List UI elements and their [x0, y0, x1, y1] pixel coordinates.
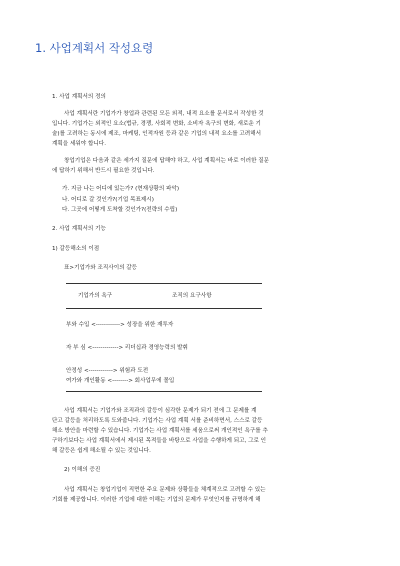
section-heading-definition: 1. 사업 계획서의 정의 [52, 94, 106, 100]
text-line: 사업 계획서는 창업기업이 직면한 주요 문제와 상황들을 체계적으로 고려할 수 있는 [64, 487, 266, 493]
list-item: 나. 어디로 갈 것인가?(기업 목표제시) [62, 197, 154, 203]
text-line: 입니다. 기업가는 외적인 요소(법규, 경쟁, 사회적 변화, 소비자 욕구의 변화, 새로운 기 [52, 121, 261, 127]
table-rule-top [66, 283, 262, 284]
text-line: 구하기보다는 사업 계획서에서 제시된 목적들을 바탕으로 사업을 수행하게 되고, 그로 인 [52, 438, 267, 444]
list-item: 가. 지금 나는 어디에 있는가? (현재상황의 파악) [62, 186, 180, 192]
table-header-left: 기업가의 욕구 [78, 293, 113, 299]
text-line: 해 갈등은 쉽게 해소될 수 있는 것입니다. [52, 448, 151, 454]
list-item: 다. 그곳에 어떻게 도착할 것인가?(전략의 수립) [62, 207, 178, 213]
table-caption: 표>기업가와 조직사이의 갈등 [64, 265, 138, 271]
text-line: 에 답하기 위해서 반드시 필요한 것입니다. [52, 168, 155, 174]
text-line: 기회를 제공합니다. 이러한 기업에 대한 이해는 기업의 문제가 무엇인지를 규명하게 해 [52, 497, 261, 503]
table-row: 안정성 <------------> 위험과 도전 [66, 368, 149, 374]
text-line: 해소 방안을 마련할 수 있습니다. 기업가는 사업 계획서를 세움으로써 개인적인 욕구를 추 [52, 428, 268, 434]
section-heading-functions: 2. 사업 계획서의 기능 [52, 226, 106, 232]
subsection-heading-conflict: 1) 갈등해소의 이점 [52, 246, 100, 252]
table-row: 자 부 심 <-------------> 리더십과 경영능력의 발휘 [66, 345, 188, 351]
table-row: 부와 수입 <------------> 성장을 위한 재투자 [66, 322, 174, 328]
text-line: 사업 계획서란 기업가가 창업과 관련된 모든 외적, 내적 요소를 문서로서 작성한 것 [64, 111, 264, 117]
table-rule-bottom [66, 391, 262, 392]
text-line: 단고 갈등을 처리하도록 도와줍니다. 기업가는 사업 계획 서를 준비하면서, 스스로 갈등 [52, 418, 263, 424]
table-rule-header [66, 308, 262, 309]
table-row: 여가와 개인활동 <--------> 회사업무에 몰입 [66, 378, 175, 384]
text-line: 계획을 세워야 합니다. [52, 141, 106, 147]
page-title: 1. 사업계획서 작성요령 [35, 41, 154, 55]
table-header-right: 조직의 요구사항 [172, 293, 212, 299]
text-line: 사업 계획서는 기업가와 조직과의 갈등이 심각한 문제가 되기 전에 그 문제를 계 [64, 408, 257, 414]
text-line: 창업기업은 다음과 같은 세가지 질문에 답해야 하고, 사업 계획서는 바로 이러한 질문 [64, 158, 270, 164]
text-line: 술)를 고려하는 동시에 제조, 마케팅, 인적자원 등과 같은 기업의 내적 요소를 고려해서 [52, 131, 262, 137]
subsection-heading-understanding: 2) 이해의 증진 [64, 467, 101, 473]
